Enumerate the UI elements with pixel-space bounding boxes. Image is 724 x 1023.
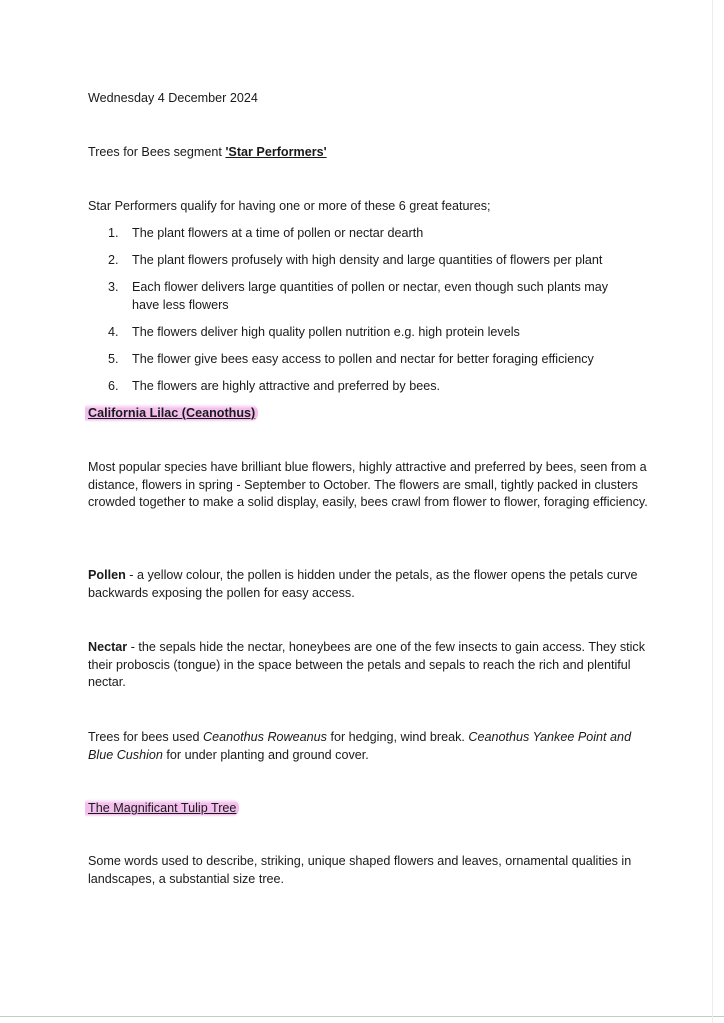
list-item-number: 3. — [108, 280, 119, 294]
list-item-text: The flowers are highly attractive and preferred by bees. — [132, 378, 441, 393]
nectar-paragraph — [88, 639, 648, 692]
list-item-text: The flower give bees easy access to pollen and nectar for better foraging efficiency — [132, 351, 594, 366]
list-item — [88, 225, 628, 243]
ceanothus-description: Most popular species have brilliant blue flowers, highly attractive and preferred by bees, seen from a distance, flowers in spring - September to October. The flowers are small, tightly packed in clusters crowded together to make a solid display, easily, bees crawl from flower to flower, foraging efficiency. — [88, 460, 648, 509]
list-item — [88, 252, 628, 270]
list-item-text: Each flower delivers large quantities of pollen or nectar, even though such plants may have less flowers — [132, 280, 609, 312]
features-intro: Star Performers qualify for having one or more of these 6 great features; — [88, 199, 491, 213]
usage-text-3: for under planting and ground cover. — [162, 747, 369, 762]
list-item-number: 1. — [108, 226, 119, 240]
usage-text-2: for hedging, wind break. — [326, 730, 469, 744]
list-item-number: 5. — [108, 351, 119, 366]
page-right-edge — [712, 0, 713, 1023]
segment-title: 'Star Performers' — [225, 145, 327, 159]
list-item — [88, 279, 628, 314]
page-bottom-edge — [0, 1016, 724, 1017]
tulip-tree-description: Some words used to describe, striking, unique shaped flowers and leaves, ornamental qualities in landscapes, a substantial size tree. — [88, 854, 632, 886]
list-item — [88, 324, 628, 342]
list-item-number: 6. — [108, 378, 119, 393]
usage-text-1: Trees for bees used — [88, 730, 204, 744]
list-item-text: The flowers deliver high quality pollen nutrition e.g. high protein levels — [132, 324, 520, 339]
features-list — [88, 225, 628, 405]
list-item-number: 4. — [108, 324, 119, 339]
document-date: Wednesday 4 December 2024 — [88, 91, 258, 105]
tulip-tree-heading: The Magnificant Tulip Tree — [85, 799, 239, 817]
pollen-paragraph — [88, 567, 648, 602]
usage-species-2: Ceanothus Yankee Point and Blue Cushion — [88, 730, 632, 762]
usage-species-1: Ceanothus Roweanus — [203, 730, 327, 744]
nectar-text: - the sepals hide the nectar, honeybees are one of the few insects to gain access. They stick their proboscis (tongue) in the space between the petals and sepals to reach the rich and plentiful nectar. — [88, 640, 646, 689]
list-item-text: The plant flowers at a time of pollen or nectar dearth — [132, 226, 424, 240]
list-item-number: 2. — [108, 253, 119, 267]
pollen-text: - a yellow colour, the pollen is hidden under the petals, as the flower opens the petals curve backwards exposing the pollen for easy access. — [88, 568, 638, 600]
list-item-text: The plant flowers profusely with high density and large quantities of flowers per plant — [132, 253, 603, 267]
list-item — [88, 351, 628, 369]
usage-paragraph — [88, 729, 648, 764]
list-item — [88, 378, 628, 396]
ceanothus-heading: California Lilac (Ceanothus) — [85, 404, 258, 422]
segment-line — [88, 144, 648, 162]
nectar-label: Nectar — [88, 640, 128, 654]
segment-prefix: Trees for Bees segment — [88, 145, 226, 159]
pollen-label: Pollen — [88, 568, 126, 582]
